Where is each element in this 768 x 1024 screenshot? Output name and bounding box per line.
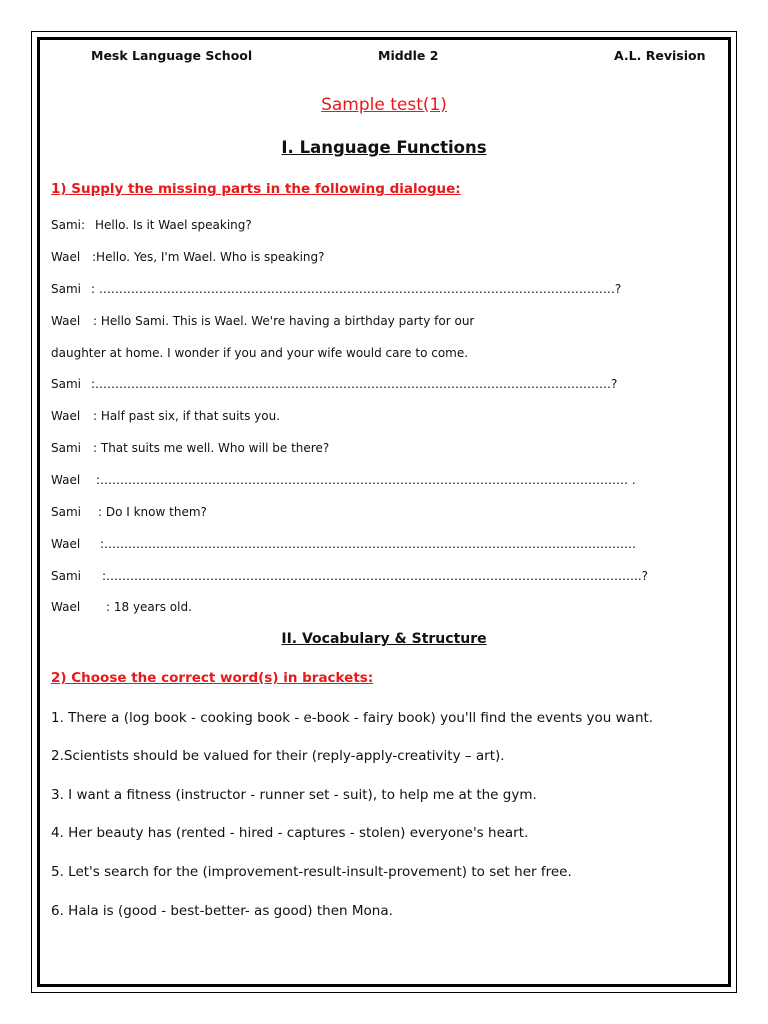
dialogue-text: :……………………………………………………………………………………………………………………. <box>100 537 636 551</box>
page-header <box>0 48 768 66</box>
vocab-item: 4. Her beauty has (rented - hired - captures - stolen) everyone's heart. <box>51 825 529 841</box>
dialogue-speaker: Wael <box>51 537 81 551</box>
dialogue-text: : Half past six, if that suits you. <box>93 409 281 423</box>
dialogue-text: :…………………………………………………………………………………………………………………? <box>91 377 618 391</box>
dialogue-text: : 18 years old. <box>106 600 192 614</box>
school-name: Mesk Language School <box>91 48 253 63</box>
dialogue-text: : Do I know them? <box>98 505 207 519</box>
dialogue-text: :……………………………………………………………………………………………………………………..? <box>102 569 649 583</box>
dialogue-speaker: Wael <box>51 473 81 487</box>
dialogue-text: : …………………………………………………………………………………………………………………? <box>91 282 622 296</box>
vocab-item: 1. There a (log book - cooking book - e-book - fairy book) you'll find the events you want. <box>51 710 654 726</box>
subject-label: A.L. Revision <box>614 48 706 63</box>
dialogue-text: : That suits me well. Who will be there? <box>93 441 330 455</box>
section-language-functions-title: I. Language Functions <box>281 138 487 157</box>
dialogue-speaker: Sami <box>51 569 81 583</box>
vocab-item: 5. Let's search for the (improvement-result-insult-provement) to set her free. <box>51 864 572 880</box>
dialogue-speaker: Sami <box>51 377 81 391</box>
dialogue-speaker: Sami <box>51 505 81 519</box>
dialogue-speaker: Wael <box>51 250 81 264</box>
section-vocabulary-title: II. Vocabulary & Structure <box>281 631 487 647</box>
dialogue-speaker: Sami: <box>51 218 86 232</box>
dialogue-text: :Hello. Yes, I'm Wael. Who is speaking? <box>92 250 325 264</box>
dialogue-speaker: Wael <box>51 600 81 614</box>
question-2-heading: 2) Choose the correct word(s) in brackets: <box>51 670 374 686</box>
vocab-item: 6. Hala is (good - best-better- as good) then Mona. <box>51 903 393 919</box>
vocab-item: 2.Scientists should be valued for their (reply-apply-creativity – art). <box>51 748 505 764</box>
dialogue-text: Hello. Is it Wael speaking? <box>95 218 252 232</box>
dialogue-text: :…………………………………………………………………………………………………………………… . <box>96 473 636 487</box>
dialogue-text: daughter at home. I wonder if you and your wife would care to come. <box>51 346 469 360</box>
dialogue-speaker: Wael <box>51 409 81 423</box>
vocab-item: 3. I want a fitness (instructor - runner set - suit), to help me at the gym. <box>51 787 537 803</box>
test-title: Sample test(1) <box>321 95 447 115</box>
dialogue-speaker: Sami <box>51 282 81 296</box>
question-1-heading: 1) Supply the missing parts in the following dialogue: <box>51 181 461 197</box>
grade-level: Middle 2 <box>378 48 439 63</box>
dialogue-speaker: Sami <box>51 441 81 455</box>
dialogue-speaker: Wael <box>51 314 81 328</box>
dialogue-text: : Hello Sami. This is Wael. We're having a birthday party for our <box>93 314 475 328</box>
